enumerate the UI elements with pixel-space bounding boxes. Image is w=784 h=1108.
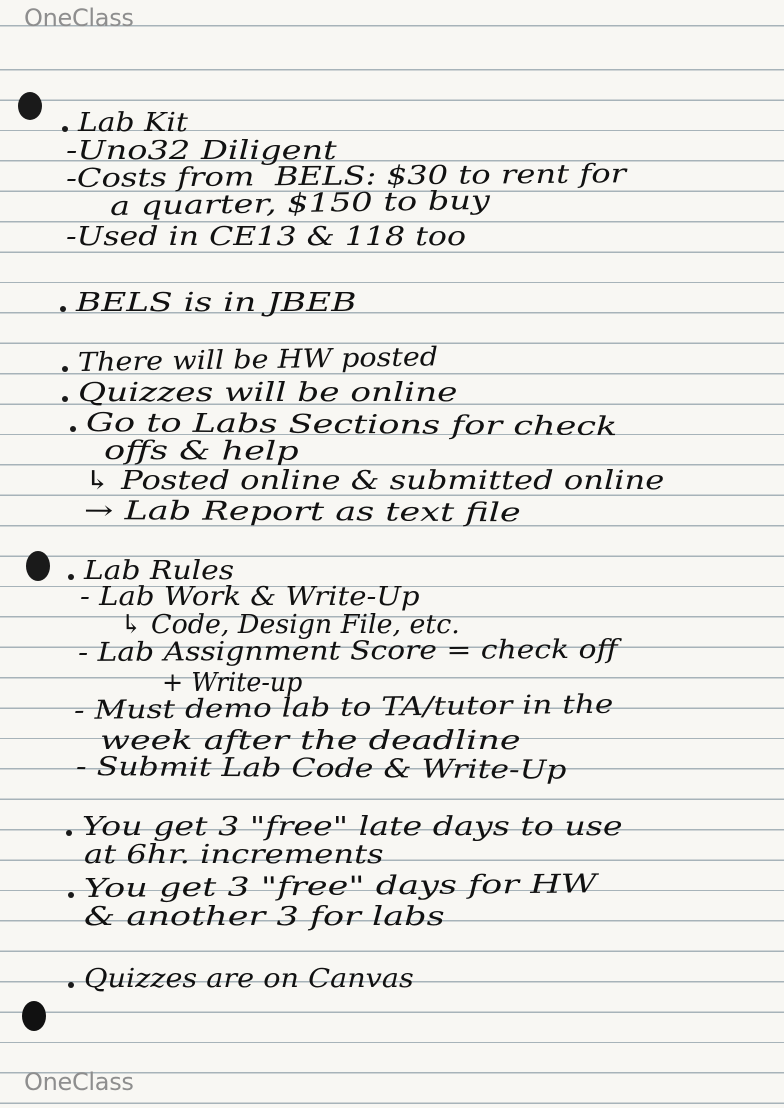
bullet-dot [68,892,74,898]
oneclass-logo-bottom: OneClass [24,1068,134,1096]
note-line: You get 3 "free" late days to use [82,812,623,842]
note-line: - Must demo lab to TA/tutor in the [73,689,614,726]
bullet-dot [68,574,74,580]
bullet-dot [62,366,68,372]
bullet-dot [66,830,72,836]
bullet-dot [70,426,76,432]
note-line: - Submit Lab Code & Write-Up [75,752,567,786]
note-line: week after the deadline [100,726,521,756]
bullet-dot [68,982,74,988]
note-line: Quizzes are on Canvas [84,964,414,994]
note-line: - Lab Work & Write-Up [80,582,420,612]
note-line: ↳ Posted online & submitted online [84,466,665,496]
note-line: -Used in CE13 & 118 too [66,222,466,252]
bullet-dot [62,396,68,402]
note-line: Lab Kit [78,108,188,138]
note-line: + Write-up [162,668,303,698]
note-line: You get 3 "free" days for HW [83,869,598,904]
note-line: & another 3 for labs [84,902,445,932]
note-line: Go to Labs Sections for check [85,408,618,443]
oneclass-logo-top: OneClass [24,4,134,32]
note-line: There will be HW posted [77,342,439,378]
note-line: ↳ Code, Design File, etc. [120,610,460,640]
note-line: at 6hr. increments [84,840,384,870]
note-line: - Lab Assignment Score = check off [77,634,618,668]
note-line: a quarter, $150 to buy [109,185,491,222]
note-line: Lab Rules [84,556,235,586]
note-line: offs & help [103,436,299,467]
note-line: Quizzes will be online [78,378,458,408]
note-line: → Lab Report as text file [83,496,521,529]
note-line: -Uno32 Diligent [66,136,337,166]
bullet-dot [60,306,66,312]
note-line: -Costs from BELS: $30 to rent for [65,159,627,194]
bullet-dot [62,126,68,132]
note-line: BELS is in JBEB [76,288,357,318]
